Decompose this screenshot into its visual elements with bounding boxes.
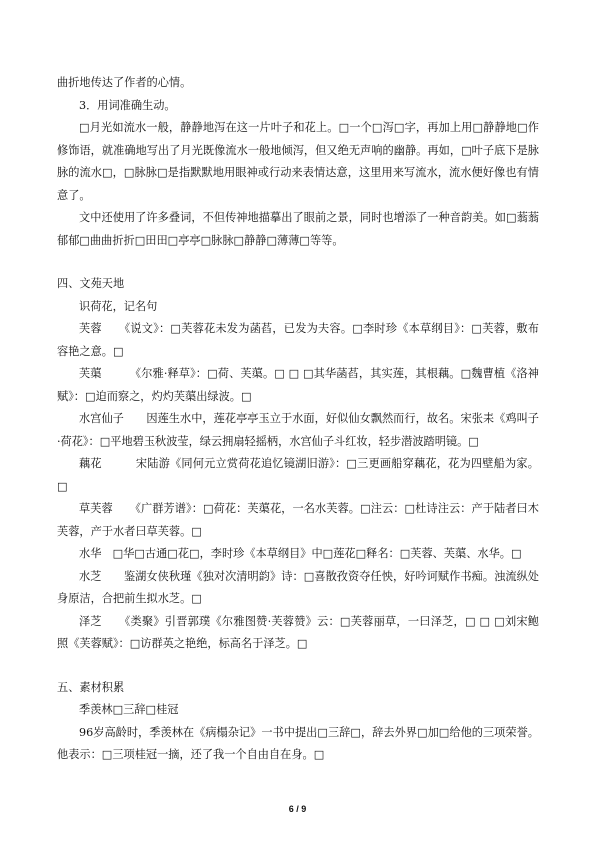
page-number: 6 / 9	[288, 804, 307, 814]
section-heading: 四、文苑天地	[57, 277, 125, 290]
entry-paragraph: 藕花 宋陆游《同何元立赏荷花追忆镜湖旧游》：□三更画船穿藕花，花为四壁船为家。□	[57, 457, 539, 493]
entry-paragraph: 草芙蓉 《广群芳谱》：□荷花：芙蕖花，一名水芙蓉。□注云：□杜诗注云：产于陆者曰木芙蓉，产于水者曰草芙蓉。□	[57, 502, 539, 538]
section-heading: 五、素材积累	[57, 680, 125, 694]
entry-paragraph: 水华 □华□古通□花□，李时珍《本草纲目》中□莲花□释名：□芙蓉、芙蕖、水华。□	[79, 547, 522, 560]
subheading: 识荷花，记名句	[79, 299, 158, 313]
entry-paragraph: 水宫仙子 因莲生水中，莲花亭亭玉立于水面，好似仙女飘然而行，故名。宋张耒《鸡叫子·荷花》：□平地碧玉秋波莹，绿云拥扇轻摇柄，水宫仙子斗红妆，轻步潜波踏明镜。□	[57, 412, 539, 448]
entry-paragraph: 泽芝 《类聚》引晋郭璞《尔雅图赞·芙蓉赞》云：□芙蓉丽草，一曰泽芝，□ □ □刘宋鲍照《芙蓉赋》：□访群英之艳绝，标高名于泽芝。□	[57, 614, 539, 650]
entry-paragraph: 芙蓉 《说文》：□芙蓉花未发为菡萏，已发为夫容。□李时珍《本草纲目》：□芙蓉，敷布容艳之意。□	[57, 322, 539, 358]
entry-paragraph: 水芝 鉴湖女侠秋瑾《独对次清明韵》诗：□喜散孜资夺任怏，好吟诃赋作书痴。浊流纵处身原洁，合把前生拟水芝。□	[57, 569, 539, 605]
paragraph: 96岁高龄时，季羡林在《病榻杂记》一书中提出□三辞□，辞去外界□加□给他的三项荣誉。他表示：□三项桂冠一摘，还了我一个自由自在身。□	[57, 725, 539, 761]
subheading: 3．用词准确生动。	[79, 98, 176, 112]
paragraph: □月光如流水一般，静静地泻在这一片叶子和花上。□一个□泻□字，再加上用□静静地□作修饰语，就准确地写出了月光既像流水一般地倾泻，但又绝无声响的幽静。再如，□叶子底下是脉脉的流水□，□脉脉□是指默默地用眼神或行动来表情达意，这里用来写流水，流水便好像也有情意了。	[57, 121, 539, 202]
page-content	[57, 72, 539, 767]
entry-paragraph: 芙蕖 《尔雅·释草》：□荷、芙蕖。□ □ □其华菡萏，其实莲，其根藕。□魏曹植《洛神赋》：□迫而察之，灼灼芙蕖出绿波。□	[57, 367, 539, 403]
paragraph: 曲折地传达了作者的心情。	[57, 76, 192, 89]
paragraph: 文中还使用了许多叠词，不但传神地描摹出了眼前之景，同时也增添了一种音韵美。如□蓊蓊郁郁□曲曲折折□田田□亭亭□脉脉□静静□薄薄□等等。	[57, 211, 539, 247]
subheading: 季羡林□三辞□桂冠	[79, 703, 179, 716]
